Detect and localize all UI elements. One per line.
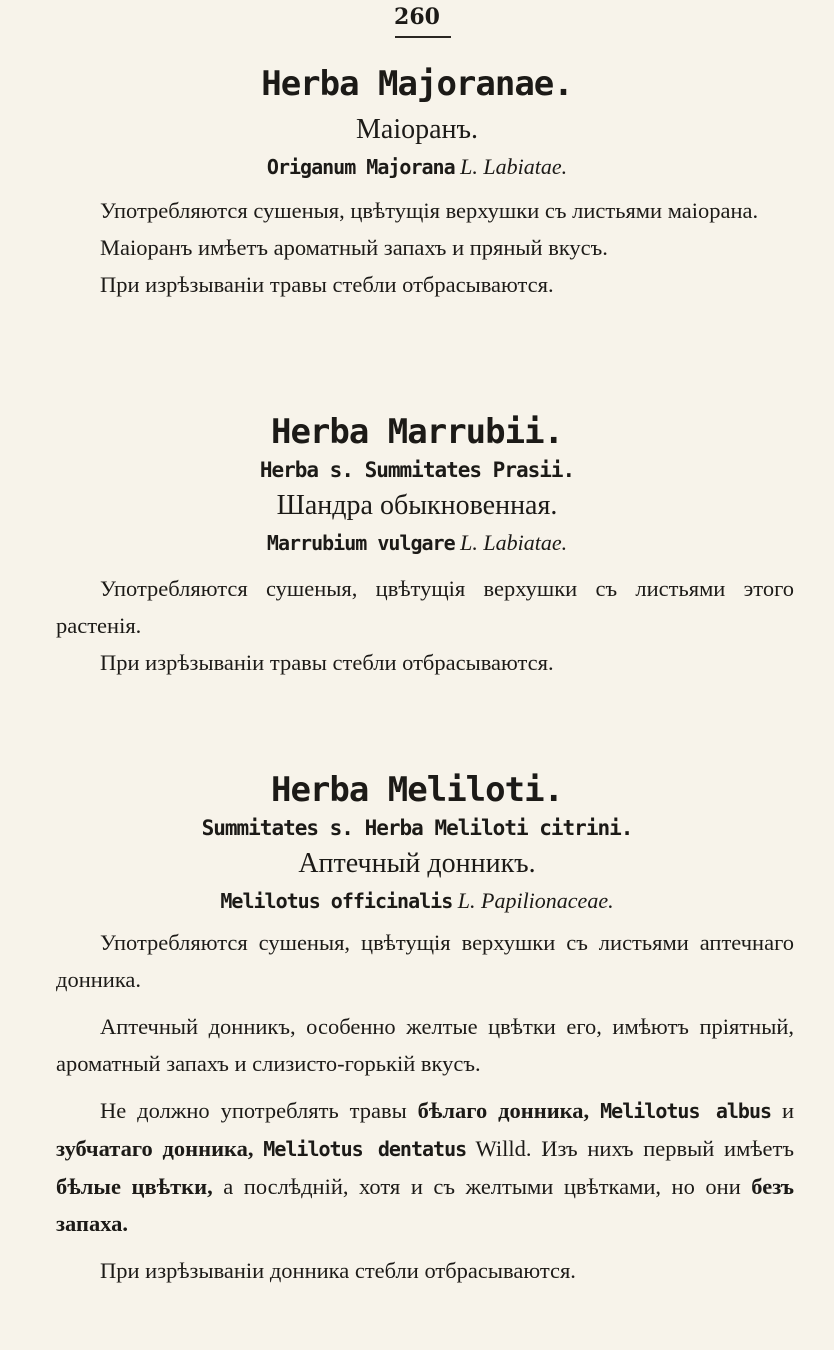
paragraph: Маіоранъ имѣетъ ароматный запахъ и пряный вкусъ. bbox=[100, 235, 608, 260]
entry-heading: Herba Meliloti. bbox=[270, 770, 564, 810]
species-author: L. bbox=[460, 530, 478, 555]
russian-name: Маіоранъ. bbox=[356, 114, 478, 145]
species-line bbox=[0, 884, 834, 918]
species-family: Papilionaceae. bbox=[481, 888, 614, 913]
paragraph: При изрѣзываніи травы стебли отбрасываются. bbox=[100, 272, 554, 297]
warning-bold-term: бѣлые цвѣтки, bbox=[56, 1174, 213, 1199]
paragraph: Употребляются сушеныя, цвѣтущія верхушки съ листьями этого растенія. bbox=[56, 576, 794, 638]
warning-latin-term: Melilotus albus bbox=[600, 1099, 772, 1123]
warning-paragraph bbox=[0, 1092, 834, 1242]
entry-synonym: Herba s. Summitates Prasii. bbox=[259, 458, 575, 482]
entry-herba-majoranae bbox=[0, 62, 834, 303]
entry-synonym: Summitates s. Herba Meliloti citrini. bbox=[201, 816, 633, 840]
species-name: Origanum Majorana bbox=[266, 155, 455, 179]
species-family: Labiatae. bbox=[483, 530, 568, 555]
entry-herba-marrubii bbox=[0, 410, 834, 681]
page-number-rule bbox=[395, 36, 451, 38]
warning-latin-term: Melilotus dentatus bbox=[263, 1137, 467, 1161]
species-family: Labiatae. bbox=[483, 154, 568, 179]
warning-text: Willd. Изъ нихъ первый имѣетъ bbox=[475, 1136, 795, 1161]
species-author: L. bbox=[460, 154, 478, 179]
species-line bbox=[0, 526, 834, 560]
warning-text: Не должно употреблять травы bbox=[100, 1098, 407, 1123]
paragraph: Употребляются сушеныя, цвѣтущія верхушки съ листьями маіорана. bbox=[100, 198, 759, 223]
warning-text: а послѣдній, хотя и съ желтыми цвѣтками, но они bbox=[223, 1174, 741, 1199]
paragraph: Употребляются сушеныя, цвѣтущія верхушки съ листьями аптечнаго донника. bbox=[56, 930, 794, 992]
entry-heading: Herba Majoranae. bbox=[261, 64, 573, 104]
russian-name: Аптечный донникъ. bbox=[298, 848, 536, 879]
species-name: Marrubium vulgare bbox=[266, 531, 455, 555]
paragraph: При изрѣзываніи донника стебли отбрасываются. bbox=[100, 1258, 576, 1283]
entry-herba-meliloti bbox=[0, 768, 834, 1289]
russian-name: Шандра обыкновенная. bbox=[276, 490, 558, 521]
page-number: 260 bbox=[394, 4, 440, 30]
warning-bold-term: зубчатаго донника, bbox=[56, 1136, 254, 1161]
species-author: L. bbox=[457, 888, 476, 913]
species-name: Melilotus officinalis bbox=[220, 889, 453, 913]
species-line bbox=[0, 150, 834, 184]
warning-bold-term: безъ запаха. bbox=[56, 1174, 795, 1236]
warning-text: и bbox=[781, 1098, 795, 1123]
warning-bold-term: бѣлаго донника, bbox=[417, 1098, 590, 1123]
entry-heading: Herba Marrubii. bbox=[270, 412, 564, 452]
paragraph: Аптечный донникъ, особенно желтые цвѣтки его, имѣютъ пріятный, ароматный запахъ и слизисто-горькій вкусъ. bbox=[56, 1014, 794, 1076]
paragraph: При изрѣзываніи травы стебли отбрасываются. bbox=[100, 650, 554, 675]
